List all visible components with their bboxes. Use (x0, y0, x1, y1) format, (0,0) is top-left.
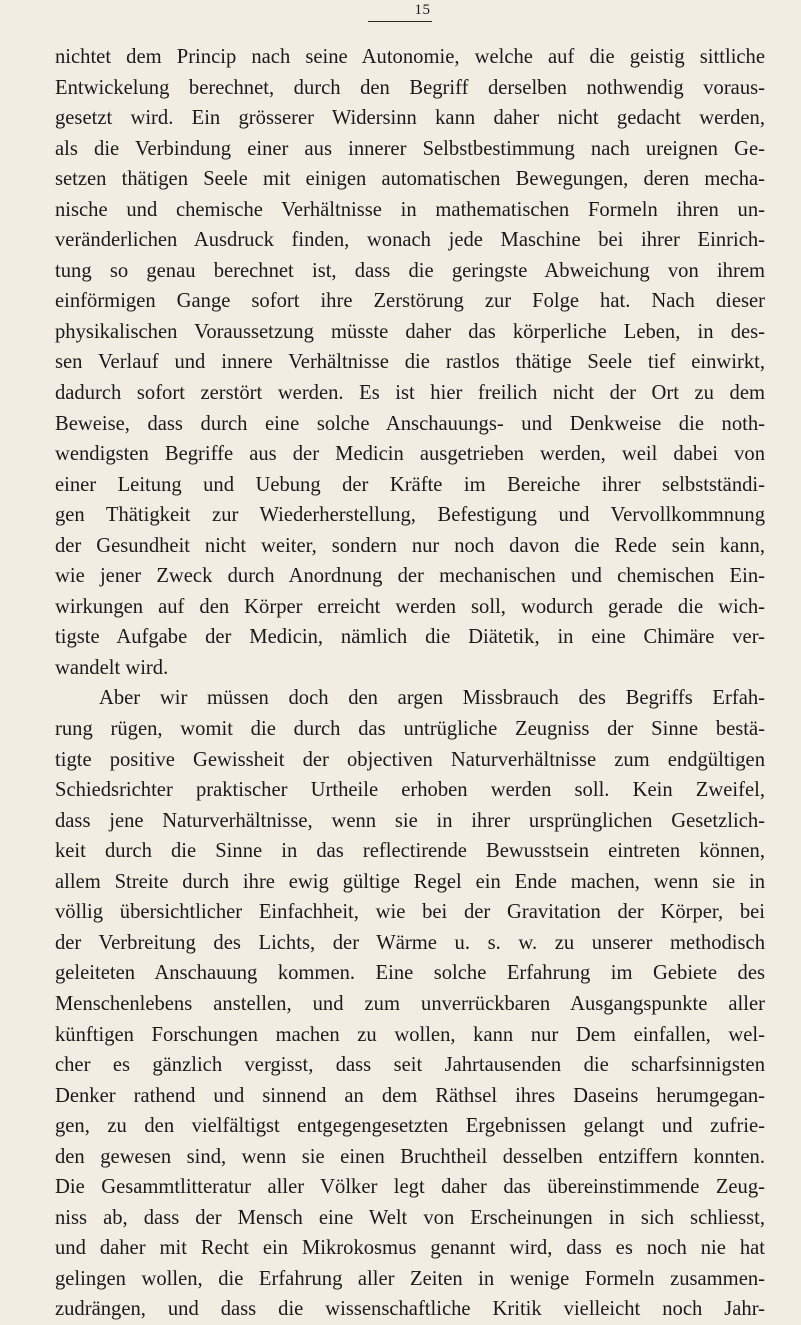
text-line: dass jene Naturverhältnisse, wenn sie in ihrer ursprünglichen Gesetzlich- (55, 809, 765, 832)
text-line: Die Gesammtlitteratur aller Völker legt daher das übereinstimmende Zeug- (55, 1176, 765, 1199)
body-text (55, 42, 765, 1325)
text-line: wirkungen auf den Körper erreicht werden soll, wodurch gerade die wich- (55, 595, 765, 618)
text-line: der Verbreitung des Lichts, der Wärme u. s. w. zu unserer methodisch (55, 931, 765, 954)
text-line: künftigen Forschungen machen zu wollen, kann nur Dem einfallen, wel- (55, 1023, 765, 1046)
text-line: Entwickelung berechnet, durch den Begriff derselben nothwendig voraus- (55, 76, 765, 99)
text-line: gesetzt wird. Ein grösserer Widersinn kann daher nicht gedacht werden, (55, 107, 765, 130)
text-line: tung so genau berechnet ist, dass die geringste Abweichung von ihrem (55, 259, 765, 282)
text-line: setzen thätigen Seele mit einigen automatischen Bewegungen, deren mecha- (55, 168, 765, 191)
text-line: wie jener Zweck durch Anordnung der mechanischen und chemischen Ein- (55, 565, 765, 588)
page-number-rule (368, 21, 432, 22)
text-line: tigste Aufgabe der Medicin, nämlich die Diätetik, in eine Chimäre ver- (55, 626, 765, 649)
text-line: einer Leitung und Uebung der Kräfte im Bereiche ihrer selbstständi- (55, 473, 765, 496)
text-line: sen Verlauf und innere Verhältnisse die rastlos thätige Seele tief einwirkt, (55, 351, 765, 374)
text-line: völlig übersichtlicher Einfachheit, wie bei der Gravitation der Körper, bei (55, 901, 765, 924)
text-line: gelingen wollen, die Erfahrung aller Zeiten in wenige Formeln zusammen- (55, 1267, 765, 1290)
text-line: rung rügen, womit die durch das untrügliche Zeugniss der Sinne bestä- (55, 718, 765, 741)
text-line: der Gesundheit nicht weiter, sondern nur noch davon die Rede sein kann, (55, 534, 765, 557)
text-line: allem Streite durch ihre ewig gültige Regel ein Ende machen, wenn sie in (55, 870, 765, 893)
text-line: Schiedsrichter praktischer Urtheile erhoben werden soll. Kein Zweifel, (55, 779, 765, 802)
paragraph-end-line: wandelt wird. (55, 656, 169, 679)
text-line: veränderlichen Ausdruck finden, wonach jede Maschine bei ihrer Einrich- (55, 229, 765, 252)
text-line: gen, zu den vielfältigst entgegengesetzten Ergebnissen gelangt und zufrie- (55, 1115, 765, 1138)
text-line: keit durch die Sinne in das reflectirende Bewusstsein eintreten können, (55, 840, 765, 863)
text-line: und daher mit Recht ein Mikrokosmus genannt wird, dass es noch nie hat (55, 1237, 765, 1260)
text-line: gen Thätigkeit zur Wiederherstellung, Befestigung und Vervollkommnung (55, 504, 765, 527)
text-line: als die Verbindung einer aus innerer Selbstbestimmung nach ureignen Ge- (55, 137, 765, 160)
text-line: einförmigen Gange sofort ihre Zerstörung zur Folge hat. Nach dieser (55, 290, 765, 313)
text-line: Menschenlebens anstellen, und zum unverrückbaren Ausgangspunkte aller (55, 992, 765, 1015)
text-line: niss ab, dass der Mensch eine Welt von Erscheinungen in sich schliesst, (55, 1206, 765, 1229)
text-line: wendigsten Begriffe aus der Medicin ausgetrieben werden, weil dabei von (55, 443, 765, 466)
page-number: 15 (414, 2, 431, 18)
text-line: cher es gänzlich vergisst, dass seit Jahrtausenden die scharfsinnigsten (55, 1054, 765, 1077)
text-line: den gewesen sind, wenn sie einen Bruchtheil desselben entziffern konnten. (55, 1145, 765, 1168)
text-line: nichtet dem Princip nach seine Autonomie, welche auf die geistig sittliche (55, 46, 765, 68)
text-line: geleiteten Anschauung kommen. Eine solche Erfahrung im Gebiete des (55, 962, 765, 985)
text-line: nische und chemische Verhältnisse in mathematischen Formeln ihren un- (55, 198, 765, 221)
text-line: Denker rathend und sinnend an dem Räthsel ihres Daseins herumgegan- (55, 1084, 765, 1107)
text-line: Beweise, dass durch eine solche Anschauungs- und Denkweise die noth- (55, 412, 765, 435)
text-line: dadurch sofort zerstört werden. Es ist hier freilich nicht der Ort zu dem (55, 382, 765, 405)
text-line: zudrängen, und dass die wissenschaftliche Kritik vielleicht noch Jahr- (55, 1298, 765, 1321)
text-line: physikalischen Voraussetzung müsste daher das körperliche Leben, in des- (55, 320, 765, 343)
paragraph-start-line: Aber wir müssen doch den argen Missbrauch des Begriffs Erfah- (99, 687, 765, 710)
text-line: tigte positive Gewissheit der objectiven Naturverhältnisse zum endgültigen (55, 748, 765, 771)
